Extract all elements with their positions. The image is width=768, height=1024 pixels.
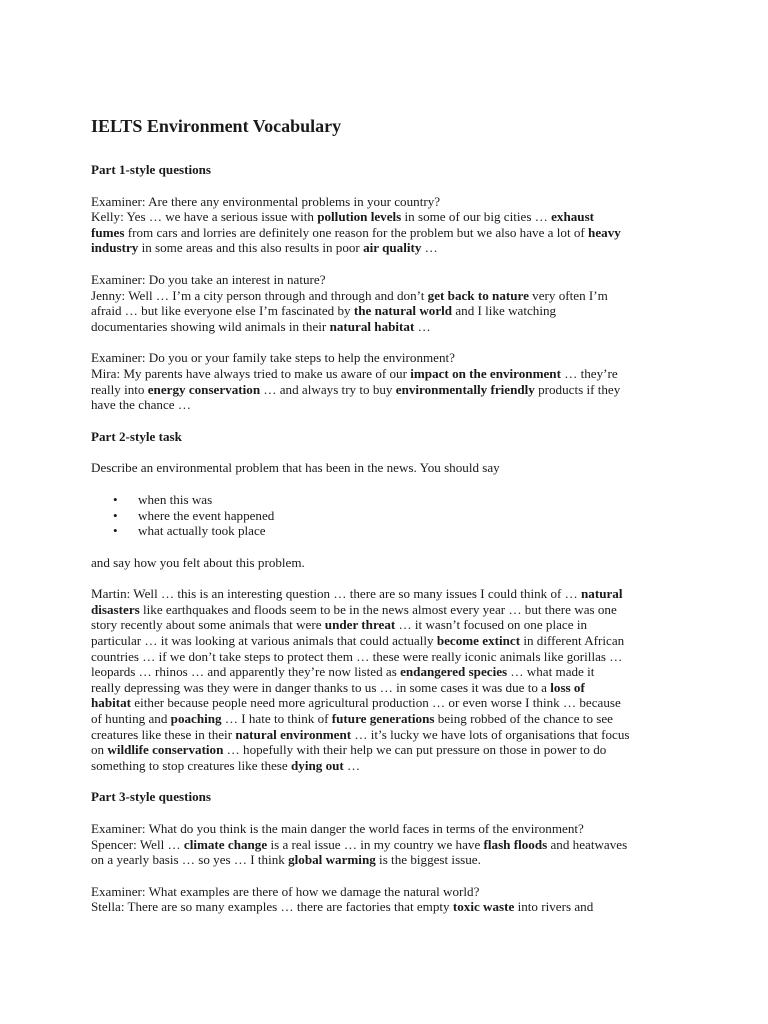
vocabulary-term: climate change — [183, 836, 268, 852]
bullet-text: when this was — [138, 491, 213, 507]
text-run: Stella: There are so many examples … there are factories that empty — [91, 899, 453, 915]
vocabulary-term: endangered species — [400, 664, 508, 680]
text-line — [91, 209, 691, 225]
text-run: story recently about some animals that were — [91, 617, 325, 633]
text-run: … they’re — [560, 365, 618, 381]
bullet-icon: • — [113, 491, 118, 507]
document-title: IELTS Environment Vocabulary — [91, 116, 342, 136]
vocabulary-term: habitat — [91, 695, 132, 711]
text-run: really depressing was they were in danger thanks to us … in some cases it was due to a — [91, 679, 551, 695]
text-run: of hunting and — [91, 711, 171, 727]
part2-followup: and say how you felt about this problem. — [91, 554, 305, 570]
text-line — [91, 727, 691, 743]
text-line — [91, 382, 691, 398]
text-line — [91, 664, 691, 680]
text-line — [91, 319, 691, 335]
text-run: very often I’m — [528, 287, 608, 303]
document-body — [91, 114, 691, 931]
text-run: really into — [91, 381, 148, 397]
part2-prompt: Describe an environmental problem that has been in the news. You should say — [91, 460, 500, 476]
text-run: in different African — [520, 633, 625, 649]
vocabulary-term: disasters — [91, 601, 140, 617]
text-line — [91, 194, 691, 210]
vocabulary-term: natural — [581, 586, 623, 602]
text-run: … it wasn’t focused on one place in — [395, 617, 588, 633]
text-run: … hopefully with their help we can put pressure on those in power to do — [223, 742, 607, 758]
vocabulary-term: fumes — [91, 224, 125, 240]
vocabulary-term: air quality — [363, 240, 422, 256]
vocabulary-term: under threat — [324, 617, 396, 633]
text-line — [91, 899, 691, 915]
vocabulary-term: industry — [91, 240, 139, 256]
text-run: particular … it was looking at various animals that could actually — [91, 633, 437, 649]
text-run: Kelly: Yes … we have a serious issue with — [91, 209, 318, 225]
text-line — [91, 366, 691, 382]
bullet-text: what actually took place — [138, 523, 266, 539]
text-run: in some areas and this also results in poor — [138, 240, 364, 256]
text-line — [91, 240, 691, 256]
text-run: Examiner: Do you or your family take steps to help the environment? — [91, 350, 455, 366]
text-run: is the biggest issue. — [375, 852, 481, 868]
text-line — [91, 397, 691, 413]
text-line — [91, 350, 691, 366]
vocabulary-term: future generations — [331, 711, 435, 727]
part3-heading: Part 3-style questions — [91, 789, 212, 805]
bullet-text: where the event happened — [138, 507, 275, 523]
text-run: being robbed of the chance to see — [434, 711, 613, 727]
text-run: leopards … rhinos … and apparently they’re now listed as — [91, 664, 401, 680]
text-line — [91, 303, 691, 319]
text-run: creatures like these in their — [91, 726, 236, 742]
vocabulary-term: exhaust — [551, 209, 595, 225]
list-item — [91, 523, 691, 539]
text-run: Examiner: Are there any environmental problems in your country? — [91, 193, 441, 209]
part1-question-1 — [91, 194, 691, 256]
text-line — [91, 695, 691, 711]
text-line — [91, 711, 691, 727]
text-run: products if they — [534, 381, 621, 397]
text-run: … what made it — [507, 664, 595, 680]
text-run: Examiner: What examples are there of how we damage the natural world? — [91, 883, 480, 899]
vocabulary-term: get back to nature — [427, 287, 529, 303]
text-run: documentaries showing wild animals in their — [91, 318, 330, 334]
text-line — [91, 884, 691, 900]
text-run: … — [414, 318, 431, 334]
bullet-icon: • — [113, 523, 118, 539]
text-line — [91, 272, 691, 288]
vocabulary-term: loss of — [550, 679, 585, 695]
vocabulary-term: heavy — [588, 224, 621, 240]
vocabulary-term: natural environment — [235, 726, 352, 742]
text-line — [91, 680, 691, 696]
vocabulary-term: global warming — [288, 852, 376, 868]
text-run: from cars and lorries are definitely one reason for the problem but we also have a lot of — [124, 224, 589, 240]
text-run: Jenny: Well … I’m a city person through and through and don’t — [91, 287, 428, 303]
vocabulary-term: natural habitat — [329, 318, 415, 334]
text-line — [91, 633, 691, 649]
text-run: … — [421, 240, 438, 256]
vocabulary-term: impact on the environment — [410, 365, 561, 381]
text-run: Examiner: Do you take an interest in nature? — [91, 271, 326, 287]
text-run: and heatwaves — [547, 836, 628, 852]
vocabulary-term: toxic waste — [452, 899, 515, 915]
part1-heading: Part 1-style questions — [91, 162, 212, 177]
text-run: and I like watching — [452, 303, 557, 319]
vocabulary-term: environmentally friendly — [395, 381, 535, 397]
text-line — [91, 225, 691, 241]
list-item — [91, 492, 691, 508]
text-run: … — [343, 757, 361, 773]
text-run: something to stop creatures like these — [91, 757, 291, 773]
text-run: … it’s lucky we have lots of organisations that focus — [351, 726, 630, 742]
text-run: … I hate to think of — [221, 711, 332, 727]
text-run: Spencer: Well … — [91, 836, 184, 852]
text-line — [91, 837, 691, 853]
text-run: in some of our big cities … — [401, 209, 552, 225]
text-run: afraid … but like everyone else I’m fascinated by — [91, 303, 354, 319]
text-run: is a real issue … in my country we have — [267, 836, 484, 852]
text-run: … and always try to buy — [260, 381, 396, 397]
vocabulary-term: energy conservation — [147, 381, 261, 397]
text-run: like earthquakes and floods seem to be in the news almost every year … but there was one — [139, 601, 617, 617]
text-run: countries … if we don’t take steps to protect them … these were really iconic animals like gorillas … — [91, 648, 623, 664]
vocabulary-term: the natural world — [353, 303, 453, 319]
text-run: Mira: My parents have always tried to make us aware of our — [91, 365, 411, 381]
text-line — [91, 758, 691, 774]
part2-answer — [91, 586, 691, 773]
vocabulary-term: become extinct — [436, 633, 521, 649]
vocabulary-term: dying out — [291, 757, 344, 773]
text-line — [91, 602, 691, 618]
part1-question-3 — [91, 350, 691, 412]
part1-question-2 — [91, 272, 691, 334]
vocabulary-term: wildlife conservation — [107, 742, 224, 758]
text-run: on a yearly basis … so yes … I think — [91, 852, 289, 868]
bullet-icon: • — [113, 507, 118, 523]
text-line — [91, 288, 691, 304]
part2-bullet-list — [91, 492, 691, 539]
part3-question-1 — [91, 821, 691, 868]
text-run: have the chance … — [91, 397, 191, 413]
text-run: into rivers and — [514, 899, 594, 915]
text-line — [91, 649, 691, 665]
text-line — [91, 852, 691, 868]
text-run: Martin: Well … this is an interesting question … there are so many issues I could think of … — [91, 586, 582, 602]
vocabulary-term: flash floods — [483, 836, 548, 852]
text-line — [91, 586, 691, 602]
text-run: Examiner: What do you think is the main danger the world faces in terms of the environment? — [91, 821, 584, 836]
part2-heading: Part 2-style task — [91, 428, 182, 444]
text-line — [91, 742, 691, 758]
text-line — [91, 821, 691, 837]
vocabulary-term: poaching — [170, 711, 222, 727]
text-run: on — [91, 742, 108, 758]
text-run: either because people need more agricultural production … or even worse I think … because — [131, 695, 621, 711]
list-item — [91, 508, 691, 524]
part3-question-2 — [91, 884, 691, 915]
text-line — [91, 617, 691, 633]
vocabulary-term: pollution levels — [317, 209, 402, 225]
